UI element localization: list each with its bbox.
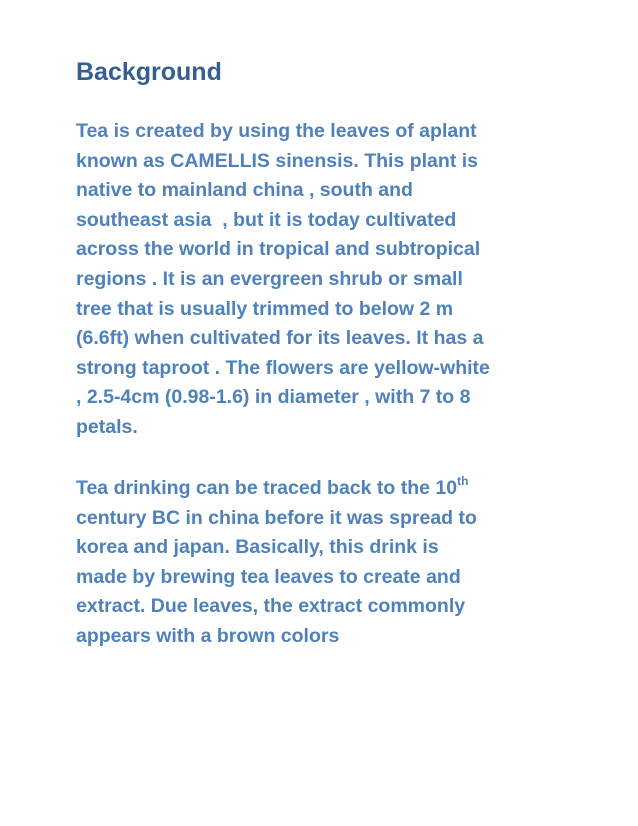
- text-line: made by brewing tea leaves to create and: [76, 565, 461, 588]
- text-line: regions . It is an evergreen shrub or small: [76, 267, 463, 290]
- section-heading: Background: [76, 58, 222, 86]
- text-line: tree that is usually trimmed to below 2 m: [76, 297, 454, 320]
- text-line: Tea is created by using the leaves of aplant: [76, 120, 477, 142]
- text-line-main: Tea drinking can be traced back to the 10: [76, 477, 458, 499]
- text-line: southeast asia , but it is today cultivated: [76, 208, 457, 231]
- text-line: extract. Due leaves, the extract commonly: [76, 595, 466, 618]
- text-line: across the world in tropical and subtropical: [76, 238, 481, 261]
- text-line: , 2.5-4cm (0.98-1.6) in diameter , with 7 to 8: [76, 386, 471, 409]
- text-line: korea and japan. Basically, this drink is: [76, 536, 439, 559]
- text-line: [76, 474, 576, 504]
- paragraph-tea-plant: [76, 117, 576, 443]
- text-line: native to mainland china , south and: [76, 179, 413, 202]
- text-line: strong taproot . The flowers are yellow-white: [76, 356, 490, 379]
- text-line: appears with a brown colors: [76, 624, 340, 647]
- text-line: century BC in china before it was spread to: [76, 506, 477, 529]
- text-line: (6.6ft) when cultivated for its leaves. It has a: [76, 327, 484, 350]
- text-line: known as CAMELLIS sinensis. This plant is: [76, 149, 478, 172]
- paragraph-tea-history: [76, 474, 576, 652]
- superscript-ordinal: th: [457, 474, 469, 488]
- text-line: petals.: [76, 415, 138, 438]
